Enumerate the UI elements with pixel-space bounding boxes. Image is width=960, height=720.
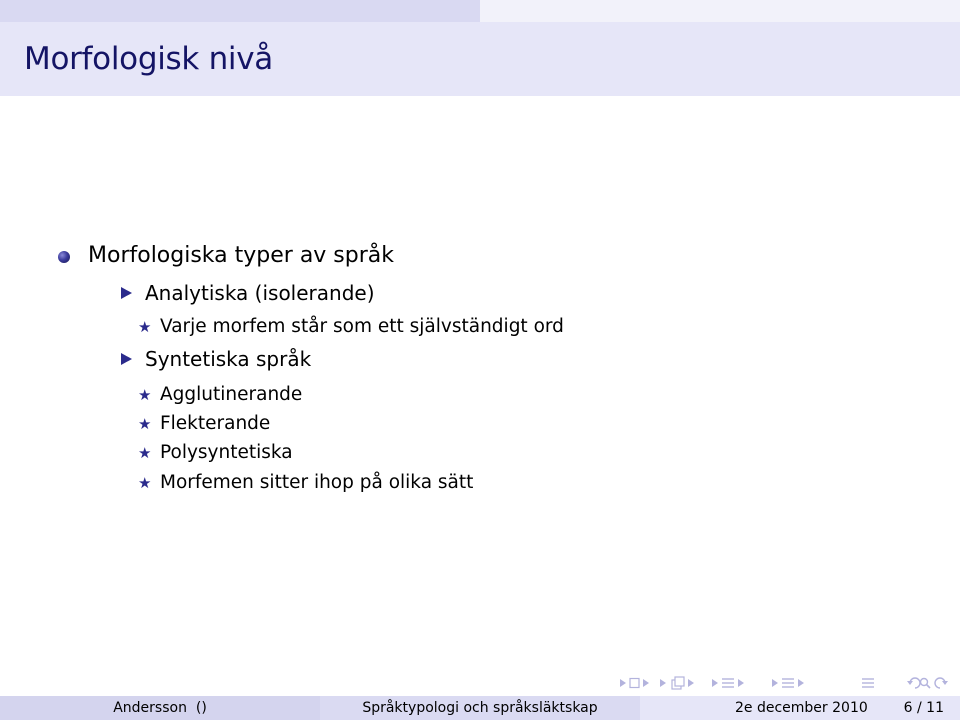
star-bullet-icon: ★ bbox=[138, 415, 152, 433]
level3-item: Morfemen sitter ihop på olika sätt bbox=[160, 472, 474, 493]
triangle-bullet-icon bbox=[121, 353, 132, 365]
nav-back-icon[interactable] bbox=[907, 678, 920, 688]
navigation-symbols bbox=[618, 675, 958, 691]
nav-document-prev-icon[interactable] bbox=[772, 679, 778, 687]
level3-item: Flekterande bbox=[160, 413, 271, 434]
level3-item: Varje morfem står som ett självständigt ord bbox=[160, 316, 564, 337]
nav-subsection-prev-icon[interactable] bbox=[660, 679, 666, 687]
nav-section-icon[interactable] bbox=[722, 679, 734, 687]
nav-forward-icon[interactable] bbox=[935, 678, 948, 688]
triangle-bullet-icon bbox=[121, 287, 132, 299]
nav-document-next-icon[interactable] bbox=[798, 679, 804, 687]
level1-item: Morfologiska typer av språk bbox=[88, 243, 395, 268]
nav-frame-prev-icon[interactable] bbox=[620, 679, 626, 687]
footer-date: 2e december 2010 bbox=[735, 700, 868, 716]
footer-date-page bbox=[640, 696, 960, 720]
nav-subsection-icon[interactable] bbox=[672, 677, 684, 689]
frame-title: Morfologisk nivå bbox=[24, 41, 273, 77]
star-bullet-icon: ★ bbox=[138, 318, 152, 336]
level2-item-analytiska: Analytiska (isolerande) bbox=[145, 281, 375, 305]
level3-item: Agglutinerande bbox=[160, 384, 303, 405]
nav-section-next-icon[interactable] bbox=[738, 679, 744, 687]
nav-frame-next-icon[interactable] bbox=[643, 679, 649, 687]
footer-page-number: 6 / 11 bbox=[903, 700, 944, 716]
level2-item-syntetiska: Syntetiska språk bbox=[145, 347, 312, 371]
ball-bullet-icon bbox=[58, 251, 70, 263]
footer-title-text: Språktypologi och språksläktskap bbox=[362, 700, 598, 716]
nav-section-prev-icon[interactable] bbox=[712, 679, 718, 687]
nav-subsection-next-icon[interactable] bbox=[688, 679, 694, 687]
nav-frame-icon[interactable] bbox=[630, 679, 639, 688]
footer-title bbox=[320, 696, 640, 720]
navigation-bar bbox=[618, 675, 958, 691]
footer-author bbox=[0, 696, 320, 720]
footer-author-text: Andersson () bbox=[113, 700, 207, 716]
star-bullet-icon: ★ bbox=[138, 386, 152, 404]
star-bullet-icon: ★ bbox=[138, 444, 152, 462]
nav-appendix-icon[interactable] bbox=[862, 679, 874, 687]
footer bbox=[0, 696, 960, 720]
nav-document-icon[interactable] bbox=[782, 679, 794, 687]
nav-search-icon[interactable] bbox=[921, 679, 931, 689]
level3-item: Polysyntetiska bbox=[160, 442, 293, 463]
star-bullet-icon: ★ bbox=[138, 474, 152, 492]
